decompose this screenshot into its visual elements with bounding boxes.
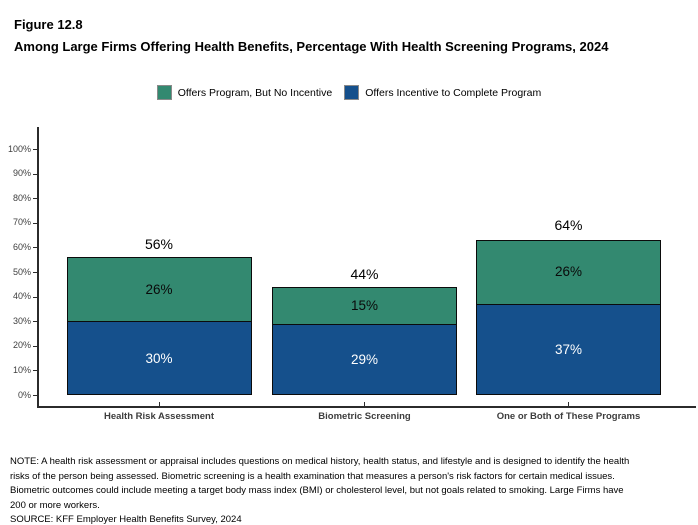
y-tick-mark xyxy=(33,346,37,347)
y-tick-mark xyxy=(33,149,37,150)
bar-total-label: 56% xyxy=(144,236,174,253)
y-tick-mark xyxy=(33,198,37,199)
legend xyxy=(0,85,698,100)
bar-total-label: 64% xyxy=(554,216,583,233)
figure-number: Figure 12.8 xyxy=(14,17,83,32)
x-axis-line xyxy=(37,406,696,408)
y-tick-label: 70% xyxy=(12,217,31,228)
y-tick-label: 100% xyxy=(7,143,31,154)
x-axis-tick xyxy=(159,402,160,406)
y-tick-mark xyxy=(33,395,37,396)
y-tick-label: 90% xyxy=(12,168,31,179)
footnotes xyxy=(10,455,640,525)
bar-segment-label: 26% xyxy=(145,281,173,297)
y-tick-mark xyxy=(33,370,37,371)
y-tick-label: 60% xyxy=(12,241,31,252)
y-tick-mark xyxy=(33,174,37,175)
x-axis-tick xyxy=(364,402,365,406)
y-tick-mark xyxy=(33,321,37,322)
y-tick-label: 50% xyxy=(12,266,31,277)
header xyxy=(14,14,674,58)
bar-segment-label: 15% xyxy=(350,297,379,313)
bar-segment-label: 29% xyxy=(350,351,379,367)
legend-item-incentive xyxy=(344,85,541,100)
y-tick-mark xyxy=(33,297,37,298)
y-tick-label: 30% xyxy=(12,315,31,326)
bar-segment-label: 37% xyxy=(554,341,583,357)
y-tick-label: 80% xyxy=(12,192,31,203)
source-text: SOURCE: KFF Employer Health Benefits Survey, 2024 xyxy=(10,514,242,525)
legend-swatch xyxy=(344,85,359,100)
chart-title: Among Large Firms Offering Health Benefits, Percentage With Health Screening Programs, 2024 xyxy=(14,39,609,54)
bar-total-label: 44% xyxy=(350,265,379,282)
y-tick-label: 0% xyxy=(17,389,31,400)
category-label: Biometric Screening xyxy=(318,411,411,422)
bar-segment-label: 26% xyxy=(554,264,583,280)
y-tick-mark xyxy=(33,247,37,248)
y-axis-line xyxy=(37,127,39,406)
category-label: One or Both of These Programs xyxy=(496,411,641,422)
bar-segment-label: 30% xyxy=(145,350,173,366)
legend-label: Offers Program, But No Incentive xyxy=(177,86,333,99)
y-tick-label: 10% xyxy=(12,364,31,375)
note-text: NOTE: A health risk assessment or appraisal includes questions on medical history, health status, and lifestyle and is designed to identify the health risks of the person being assessed. Biometric screening is a health examination that measures a person's risk factors for certain medical issues. Biometric outcomes could include meeting a target body mass index (BMI) or cholesterol level, but not goals related to smoking. Large Firms have 200 or more workers. xyxy=(10,456,630,511)
legend-item-no-incentive xyxy=(157,85,332,100)
y-tick-label: 40% xyxy=(12,291,31,302)
y-tick-mark xyxy=(33,272,37,273)
legend-swatch xyxy=(157,85,172,100)
legend-label: Offers Incentive to Complete Program xyxy=(365,86,542,99)
y-tick-mark xyxy=(33,223,37,224)
stacked-bar-chart xyxy=(0,125,698,425)
y-tick-label: 20% xyxy=(12,340,31,351)
category-label: Health Risk Assessment xyxy=(103,411,214,422)
x-axis-tick xyxy=(568,402,569,406)
